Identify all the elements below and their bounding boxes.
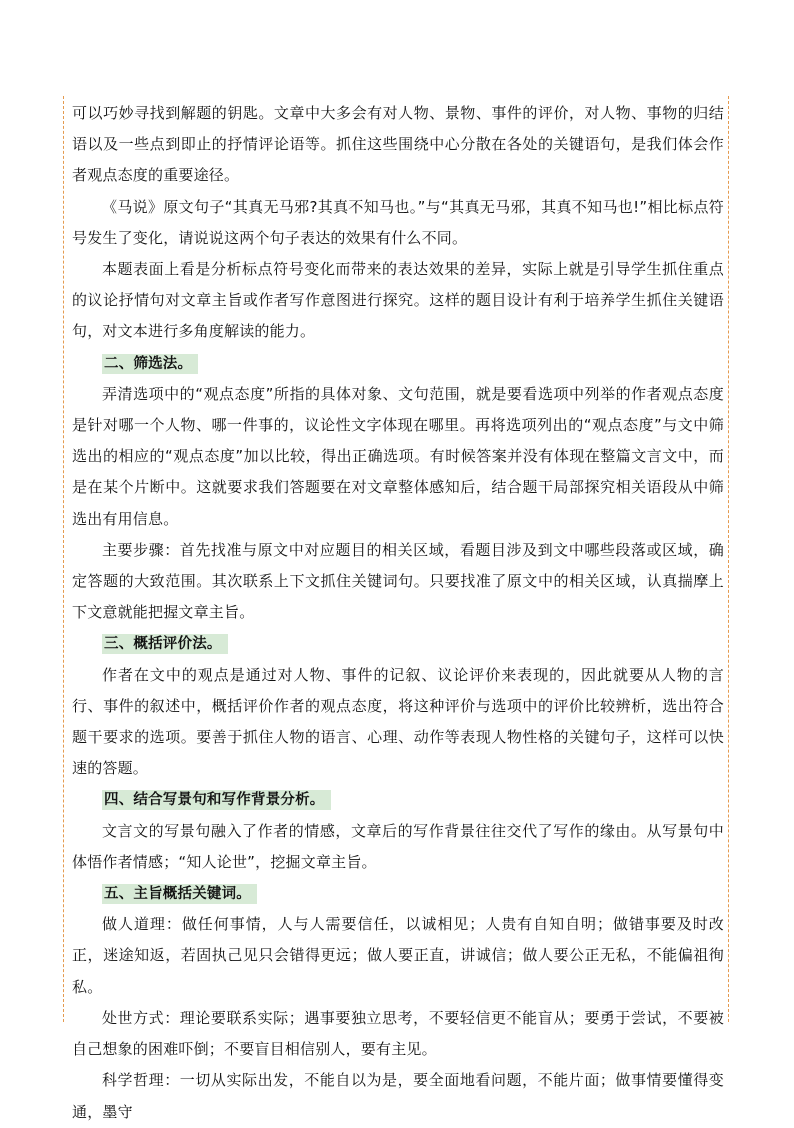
right-margin-rule [728,96,729,1022]
paragraph: 科学哲理：一切从实际出发，不能自以为是，要全面地看问题，不能片面；做事情要懂得变通，墨守 [72,1071,724,1121]
document-body [72,98,724,1128]
paragraph: 弄清选项中的“观点态度”所指的具体对象、文句范围，就是要看选项中列举的作者观点态度是针对哪一个人物、哪一件事的，议论性文字体现在哪里。再将选项列出的“观点态度”与文中筛选出的相应的“观点态度”加以比较，得出正确选项。有时候答案并没有体现在整篇文言文中，而是在某个片断中。这就要求我们答题要在对文章整体感知后，结合题干局部探究相关语段从中筛选出有用信息。 [72,384,724,528]
paragraph: 文言文的写景句融入了作者的情感，文章后的写作背景往往交代了写作的缘由。从写景句中体悟作者情感；“知人论世”，挖掘文章主旨。 [72,821,724,871]
section-heading [72,628,724,659]
paragraph: 可以巧妙寻找到解题的钥匙。文章中大多会有对人物、景物、事件的评价，对人物、事物的归结语以及一些点到即止的抒情评论语等。抓住这些围绕中心分散在各处的关键语句，是我们体会作者观点态度的重要途径。 [72,104,724,185]
section-heading [72,784,724,815]
left-margin-rule [63,96,64,1022]
heading-text: 五、主旨概括关键词。 [102,884,257,904]
paragraph: 《马说》原文句子“其真无马邪?其真不知马也。”与“其真无马邪，其真不知马也!”相比标点符号发生了变化，请说说这两个句子表达的效果有什么不同。 [72,197,724,247]
heading-text: 二、筛选法。 [102,354,198,374]
paragraph: 处世方式：理论要联系实际；遇事要独立思考，不要轻信更不能盲从；要勇于尝试，不要被自己想象的困难吓倒；不要盲目相信别人，要有主见。 [72,1008,724,1059]
paragraph: 主要步骤：首先找准与原文中对应题目的相关区域，看题目涉及到文中哪些段落或区域，确定答题的大致范围。其次联系上下文抓住关键词句。只要找准了原文中的相关区域，认真揣摩上下文意就能把握文章主旨。 [72,540,724,622]
heading-text: 三、概括评价法。 [102,634,228,654]
paragraph: 作者在文中的观点是通过对人物、事件的记叙、议论评价来表现的，因此就要从人物的言行、事件的叙述中，概括评价作者的观点态度，将这种评价与选项中的评价比较辨析，选出符合题干要求的选项。要善于抓住人物的语言、心理、动作等表现人物性格的关键句子，这样可以快速的答题。 [72,665,724,778]
heading-text: 四、结合写景句和写作背景分析。 [102,790,331,810]
section-heading [72,878,724,909]
paragraph: 本题表面上看是分析标点符号变化而带来的表达效果的差异，实际上就是引导学生抓住重点的议论抒情句对文章主旨或作者写作意图进行探究。这样的题目设计有利于培养学生抓住关键语句，对文本进行多角度解读的能力。 [72,260,724,341]
section-heading [72,348,724,379]
paragraph: 做人道理：做任何事情，人与人需要信任，以诚相见；人贵有自知自明；做错事要及时改正，迷途知返，若固执己见只会错得更远；做人要正直，讲诚信；做人要公正无私，不能偏祖徇私。 [72,915,724,996]
